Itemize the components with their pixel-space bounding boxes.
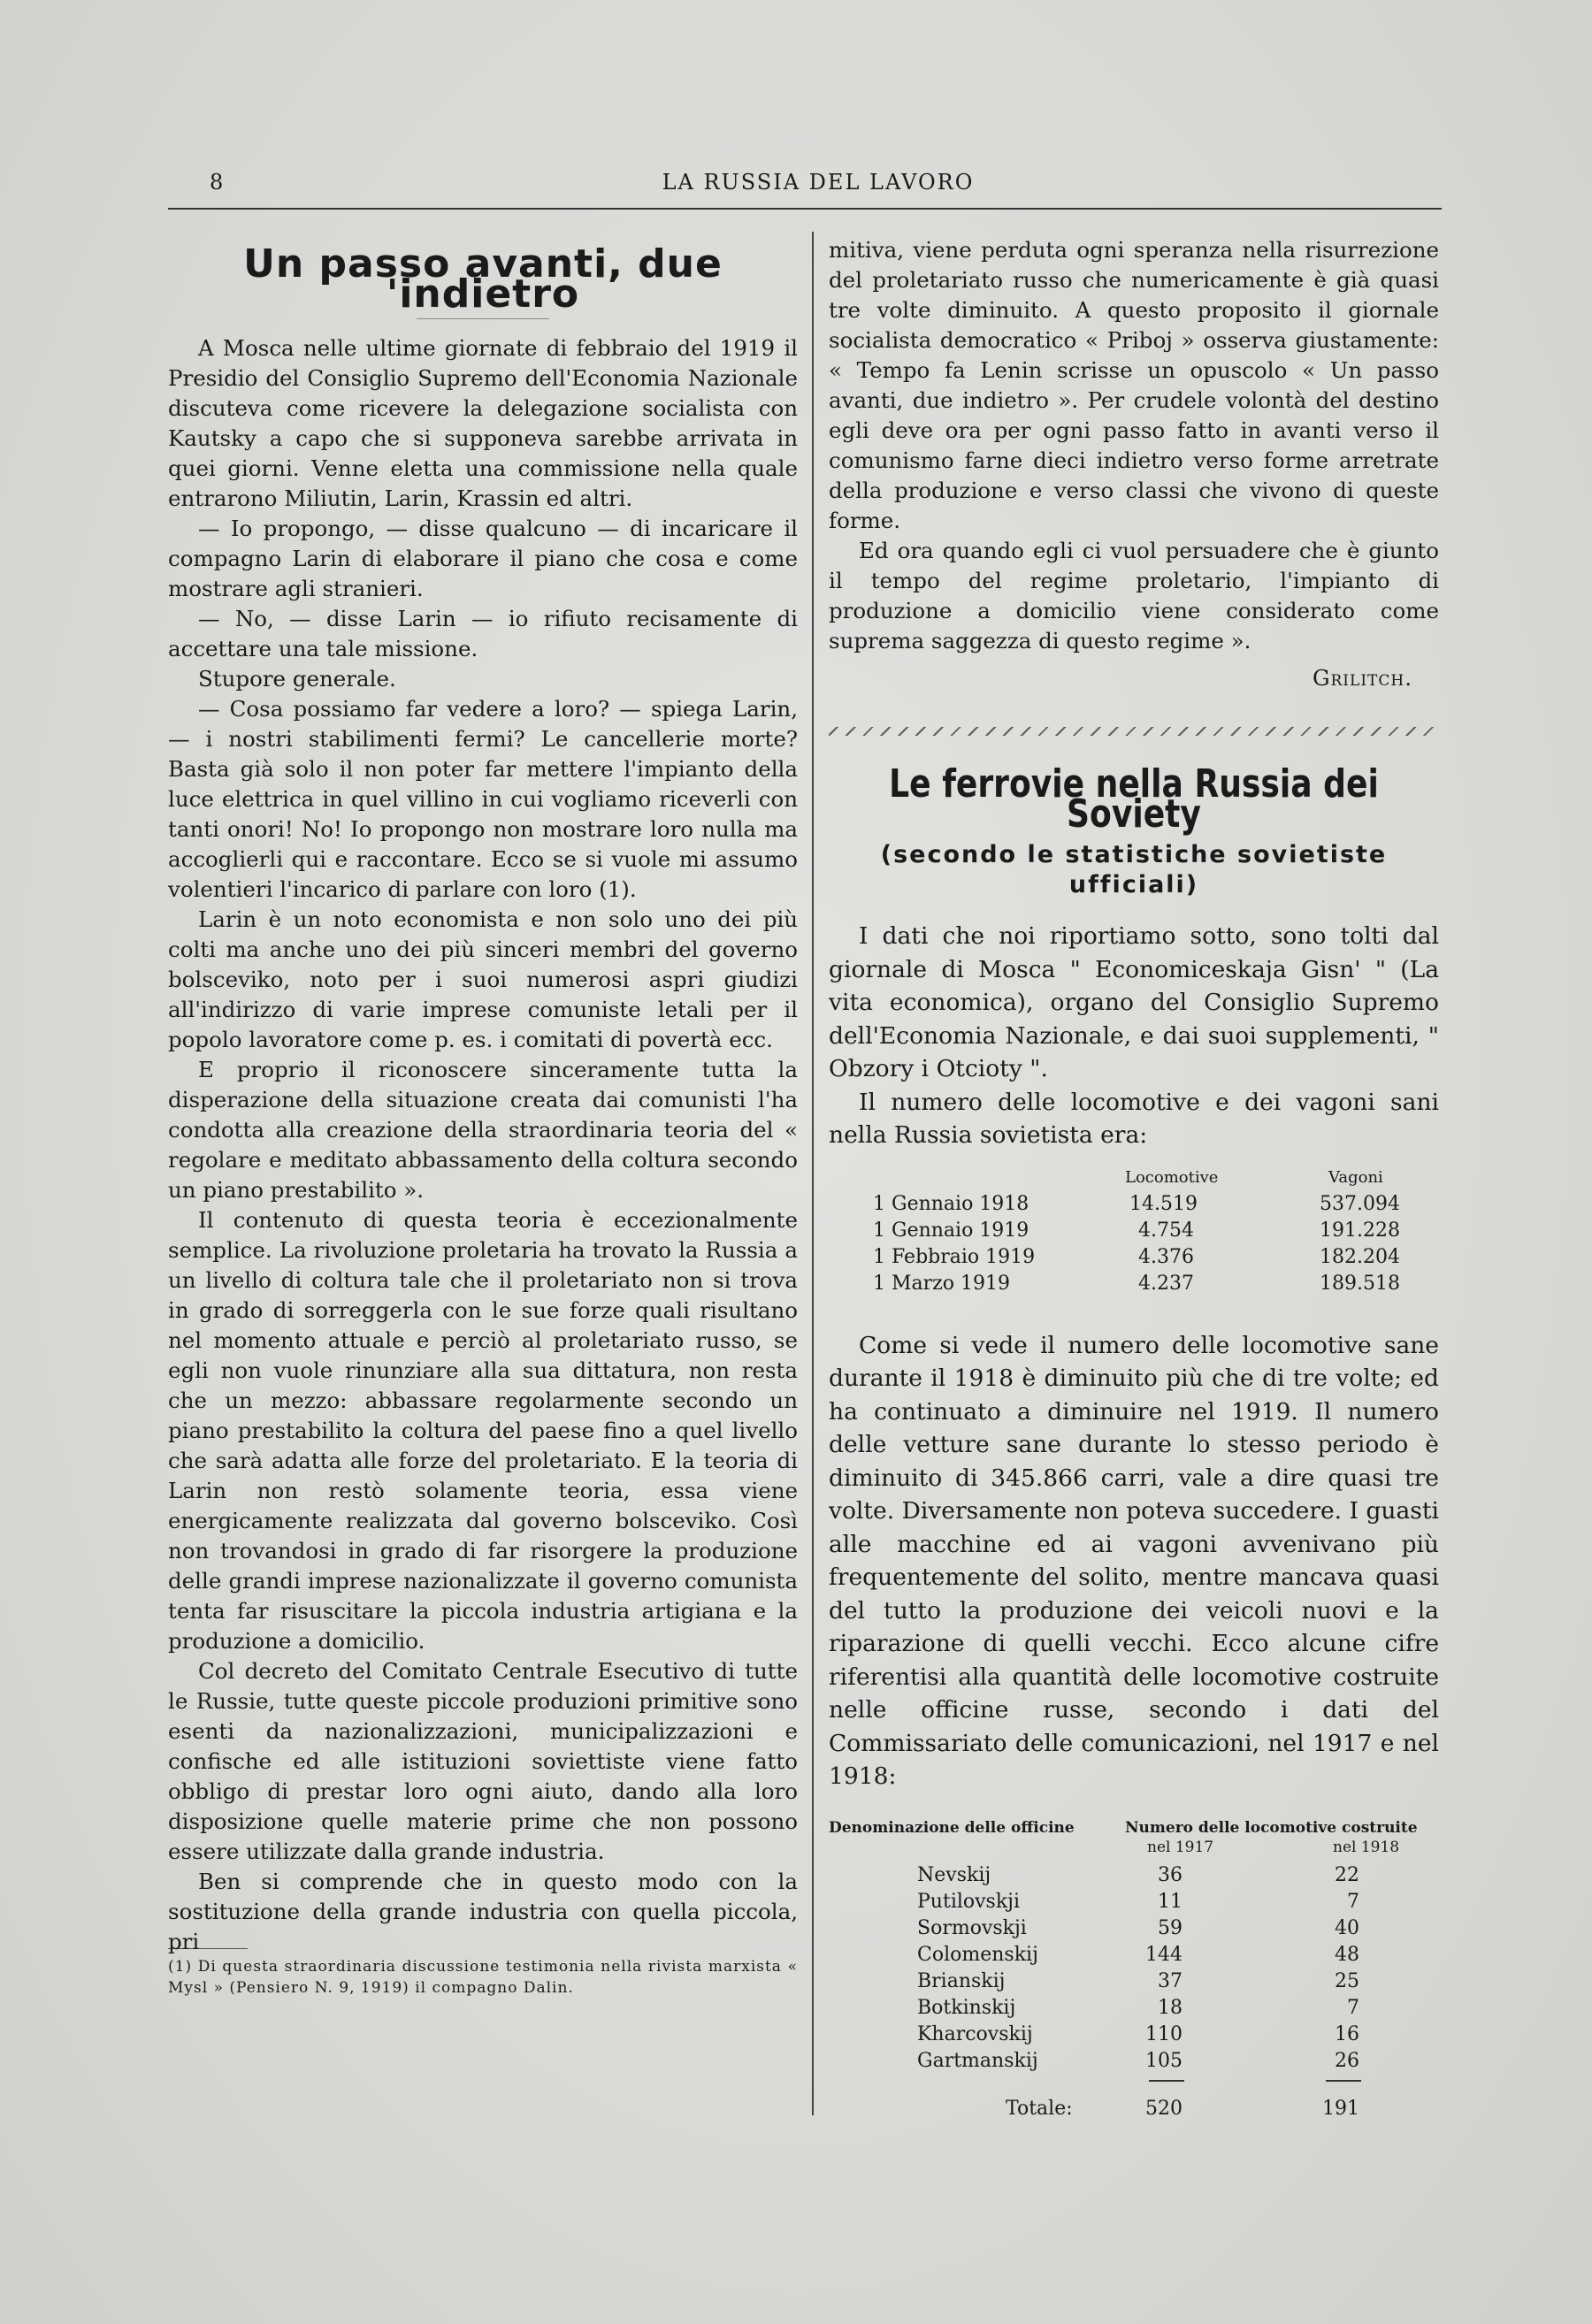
table-row xyxy=(829,2022,1439,2048)
table-cell-locomotive: 14.519 xyxy=(1129,1192,1198,1215)
article1-paragraph: Col decreto del Comitato Centrale Esecutivo di tutte le Russie, tutte queste piccole produzioni primitive sono esenti da nazionalizzazioni, municipalizzazioni e confische ed alle istituzioni soviettiste viene fatto obbligo di prestar loro ogni aiuto, dando alla loro disposizione quelle materie prime che non possono essere utilizzate dalla grande industria. xyxy=(168,1658,798,1864)
table-cell-locomotive: 4.754 xyxy=(1138,1219,1194,1242)
title-rule xyxy=(417,318,549,319)
article1-title: Un passo avanti, due 'indietro xyxy=(243,241,723,317)
table-cell-vagoni: 189.518 xyxy=(1320,1272,1400,1295)
table-row xyxy=(829,1244,1439,1271)
article1-signature: Grilitch. xyxy=(1312,665,1412,691)
right-column xyxy=(829,235,1439,2160)
article1-paragraph: Stupore generale. xyxy=(198,666,396,692)
table-cell-locomotive: 4.237 xyxy=(1138,1272,1194,1295)
table-cell-1918: 22 xyxy=(1335,1863,1359,1886)
table-cell-works: Sormovskji xyxy=(917,1916,1027,1939)
article1-paragraph: Larin è un noto economista e non solo uno dei più colti ma anche uno dei più sinceri membri del governo bolsceviko, noto per i suoi numerosi aspri giudizi all'indirizzo di varie imprese comuniste letali per il popolo lavoratore come p. es. i comitati di povertà ecc. xyxy=(168,906,798,1052)
article2-paragraph: I dati che noi riportiamo sotto, sono tolti dal giornale di Mosca " Economiceskaja Gisn' " (La vita economica), organo del Consiglio Supremo dell'Economia Nazionale, e dai suoi supplementi, " Obzory i Otcioty ". xyxy=(829,922,1439,1082)
article1-paragraph: — No, — disse Larin — io rifiuto recisamente di accettare una tale missione. xyxy=(168,606,798,661)
article2-paragraph: Il numero delle locomotive e dei vagoni sani nella Russia sovietista era: xyxy=(829,1088,1439,1149)
table-header-1917: nel 1917 xyxy=(1147,1838,1214,1856)
table-cell-1917: 18 xyxy=(1158,1996,1183,2019)
running-title: LA RUSSIA DEL LAVORO xyxy=(662,170,975,195)
table-row xyxy=(829,1191,1439,1218)
locomotive-works-table xyxy=(829,1815,1439,2160)
article1-closing-paragraph xyxy=(829,235,1439,536)
table-row xyxy=(829,2048,1439,2075)
table-cell-1918: 40 xyxy=(1335,1916,1359,1939)
table-cell-date: 1 Gennaio 1918 xyxy=(873,1192,1029,1215)
table-total-label: Totale: xyxy=(1006,2097,1073,2120)
table-row xyxy=(829,1969,1439,1995)
article1-paragraph: — Io propongo, — disse qualcuno — di incaricare il compagno Larin di elaborare il piano che cosa e come mostrare agli stranieri. xyxy=(168,516,798,601)
article2-title: Le ferrovie nella Russia dei Soviety xyxy=(889,761,1379,837)
table-cell-1918: 25 xyxy=(1335,1969,1359,1992)
article1-paragraph: — Cosa possiamo far vedere a loro? — spiega Larin, — i nostri stabilimenti fermi? Le cancellerie morte? Basta già solo il non poter far mettere l'impianto della luce elettrica in quel villino in cui vogliamo riceverli con tanti onori! No! Io propongo non mostrare loro nulla ma accoglierli qui e raccontare. Ecco se si vuole mi assumo volentieri l'incarico di parlare con loro (1). xyxy=(168,696,798,902)
article1-paragraph-continued: Ben si comprende che in questo modo con la sostituzione della grande industria con quella piccola, pri xyxy=(168,1869,798,1954)
table-row xyxy=(829,1942,1439,1969)
table-cell-works: Kharcovskij xyxy=(917,2022,1033,2045)
table-cell-vagoni: 182.204 xyxy=(1320,1245,1400,1268)
left-column xyxy=(168,239,798,1999)
table-cell-1918: 7 xyxy=(1347,1996,1359,2019)
page-header xyxy=(199,170,1437,205)
table-cell-1918: 16 xyxy=(1335,2022,1359,2045)
table-header-numbers: Numero delle locomotive costruite xyxy=(1125,1818,1418,1837)
table-cell-works: Putilovskji xyxy=(917,1890,1021,1913)
table-cell-1917: 37 xyxy=(1158,1969,1183,1992)
article1-paragraph: A Mosca nelle ultime giornate di febbraio del 1919 il Presidio del Consiglio Supremo dell'Economia Nazionale discuteva come ricevere la delegazione socialista con Kautsky a capo che si supponeva sarebbe arrivata in quei giorni. Venne eletta una commissione nella quale entrarono Miliutin, Larin, Krassin ed altri. xyxy=(168,335,798,511)
table-cell-works: Gartmanskij xyxy=(917,2049,1038,2072)
article1-paragraph-continuation: mitiva, viene perduta ogni speranza nella risurrezione del proletariato russo che numericamente è già quasi tre volte diminuito. A questo proposito il giornale socialista democratico « Priboj » osserva giustamente: « Tempo fa Lenin scrisse un opuscolo « Un passo avanti, due indietro ». Per crudele volontà del destino egli deve ora per ogni passo fatto in avanti verso il comunismo farne dieci indietro verso forme arretrate della produzione e verso classi che vivono di queste forme. xyxy=(829,237,1439,533)
table-cell-vagoni: 191.228 xyxy=(1320,1219,1400,1242)
table-row xyxy=(829,1218,1439,1244)
table-cell-works: Nevskij xyxy=(917,1863,991,1886)
total-rule xyxy=(1326,2080,1361,2082)
article1-paragraph: Ed ora quando egli ci vuol persuadere che è giunto il tempo del regime proletario, l'impianto di produzione a domicilio viene considerato come suprema saggezza di questo regime ». xyxy=(829,538,1439,654)
article2-analysis: Come si vede il numero delle locomotive sane durante il 1918 è diminuito più che di tre volte; ed ha continuato a diminuire nel 1919. Il numero delle vetture sane durante lo stesso periodo è diminuito di 345.866 carri, vale a dire quasi tre volte. Diversamente non poteva succedere. I guasti alle macchine ed ai vagoni avvenivano più frequentemente del solito, mentre mancava quasi del tutto la produzione dei veicoli nuovi e la riparazione di quelli vecchi. Ecco alcune cifre riferentisi alla quantità delle locomotive costruite nelle officine russe, secondo i dati del Commissariato delle comunicazioni, nel 1917 e nel 1918: xyxy=(829,1331,1439,1790)
total-rule xyxy=(1149,2080,1184,2082)
page-number: 8 xyxy=(210,170,224,195)
table-row xyxy=(829,1271,1439,1297)
table-total-1918: 191 xyxy=(1322,2097,1359,2120)
article2-subtitle: (secondo le statistiche sovietiste ufficiali) xyxy=(880,841,1388,898)
table-cell-date: 1 Marzo 1919 xyxy=(873,1272,1010,1295)
table-row xyxy=(829,1889,1439,1915)
table-cell-1917: 11 xyxy=(1158,1890,1183,1913)
table-cell-1918: 48 xyxy=(1335,1943,1359,1966)
article1-paragraph: Il contenuto di questa teoria è eccezionalmente semplice. La rivoluzione proletaria ha trovato la Russia a un livello di coltura tale che il proletariato non si trova in grado di sorreggerla con le sue forze quali risultano nel momento attuale e perciò al proletariato russo, se egli non vuole rinunziare alla sua dittatura, non resta che un mezzo: abbassare regolarmente secondo un piano prestabilito la coltura del paese fino a quel livello che sarà adatta alle forze del proletariato. E la teoria di Larin non restò solamente teoria, essa viene energicamente realizzata dal governo bolsceviko. Così non trovandosi in grado di far risorgere la produzione delle grandi imprese nazionalizzate il governo comunista tenta far risuscitare la piccola industria artigiana e la produzione a domicilio. xyxy=(168,1207,798,1654)
table-cell-locomotive: 4.376 xyxy=(1138,1245,1194,1268)
table-cell-1918: 26 xyxy=(1335,2049,1359,2072)
table-header-vagoni: Vagoni xyxy=(1328,1167,1383,1187)
table-total-row xyxy=(829,2096,1439,2122)
table-cell-1917: 110 xyxy=(1145,2022,1183,2045)
table-cell-works: Colomenskij xyxy=(917,1943,1038,1966)
table-cell-works: Brianskij xyxy=(917,1969,1006,1992)
table-row xyxy=(829,1862,1439,1889)
table-header-locomotive: Locomotive xyxy=(1125,1167,1219,1187)
table-cell-1917: 59 xyxy=(1158,1916,1183,1939)
table-header-1918: nel 1918 xyxy=(1333,1838,1400,1856)
table-total-1917: 520 xyxy=(1145,2097,1183,2120)
footnote: (1) Di questa straordinaria discussione testimonia nella rivista marxista « Mysl » (Pensiero N. 9, 1919) il compagno Dalin. xyxy=(168,1958,798,1997)
table-cell-1918: 7 xyxy=(1347,1890,1359,1913)
table-cell-1917: 36 xyxy=(1158,1863,1183,1886)
table-row xyxy=(829,1915,1439,1942)
column-divider xyxy=(812,232,814,2115)
table-cell-1917: 144 xyxy=(1145,1943,1183,1966)
article1-paragraph: E proprio il riconoscere sinceramente tutta la disperazione della situazione creata dai comunisti l'ha condotta alla creazione della straordinaria teoria del « regolare e meditato abbassamento della coltura secondo un piano prestabilito ». xyxy=(168,1057,798,1203)
table-header-works: Denominazione delle officine xyxy=(829,1818,1075,1837)
header-rule xyxy=(168,208,1442,210)
table-row xyxy=(829,1995,1439,2022)
table-cell-vagoni: 537.094 xyxy=(1320,1192,1400,1215)
table-cell-date: 1 Gennaio 1919 xyxy=(873,1219,1029,1242)
table-cell-works: Botkinskij xyxy=(917,1996,1016,2019)
section-divider xyxy=(829,727,1439,736)
locomotive-wagon-table xyxy=(829,1165,1439,1310)
table-cell-date: 1 Febbraio 1919 xyxy=(873,1245,1036,1268)
table-cell-1917: 105 xyxy=(1145,2049,1183,2072)
